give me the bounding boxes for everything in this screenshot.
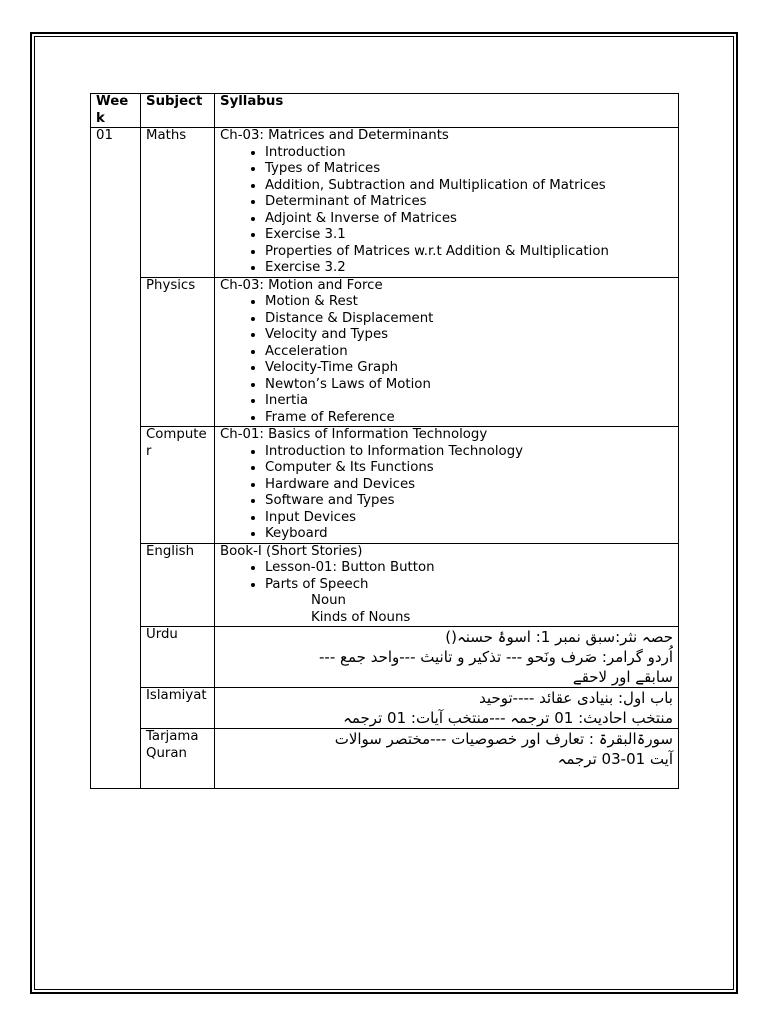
subject-islamiyat: Islamiyat [141, 688, 215, 729]
list-item: • Introduction to Information Technology [265, 444, 673, 461]
list-item: • Input Devices [265, 510, 673, 527]
list-item: • Keyboard [265, 526, 673, 543]
list-item: • Acceleration [265, 344, 673, 361]
header-subject: Subject [141, 94, 215, 128]
topic-list [220, 560, 673, 593]
subject-computer: Computer [141, 427, 215, 544]
list-item: • Types of Matrices [265, 161, 673, 178]
topic-list [220, 145, 673, 277]
list-item: • Distance & Displacement [265, 311, 673, 328]
book-title: Book-I (Short Stories) [220, 543, 363, 559]
subject-tarjama-quran: Tarjama Quran [141, 729, 215, 789]
list-item: • Adjoint & Inverse of Matrices [265, 211, 673, 228]
table-row-maths [91, 128, 679, 278]
list-item: • Motion & Rest [265, 294, 673, 311]
syllabus-english [215, 543, 679, 627]
sub-item: Noun [311, 593, 346, 608]
list-item: • Introduction [265, 145, 673, 162]
list-item: • Frame of Reference [265, 410, 673, 427]
syllabus-computer [215, 427, 679, 544]
week-number: 01 [91, 128, 141, 789]
list-item: • Parts of Speech [265, 577, 673, 594]
list-item: • Velocity-Time Graph [265, 360, 673, 377]
list-item: • Addition, Subtraction and Multiplication of Matrices [265, 178, 673, 195]
subject-urdu: Urdu [141, 627, 215, 688]
urdu-line: باب اول: بنیادی عقائد ----توحید [479, 689, 673, 707]
list-item: • Software and Types [265, 493, 673, 510]
list-item: • Exercise 3.2 [265, 260, 673, 277]
subject-physics: Physics [141, 277, 215, 427]
table-row-urdu [91, 627, 679, 688]
table-row-islamiyat [91, 688, 679, 729]
subject-english: English [141, 543, 215, 627]
table-header-row [91, 94, 679, 128]
syllabus-islamiyat [215, 688, 679, 729]
chapter-title: Ch-03: Motion and Force [220, 277, 383, 293]
urdu-line: حصہ نثر:سبق نمبر 1: اسوۂ حسنہ() [445, 628, 673, 646]
chapter-title: Ch-01: Basics of Information Technology [220, 427, 488, 442]
table-row-physics [91, 277, 679, 427]
table-row-tarjama [91, 729, 679, 789]
list-item: • Properties of Matrices w.r.t Addition & Multiplication [265, 244, 673, 261]
urdu-line: آیت 01-03 ترجمہ [557, 750, 673, 768]
syllabus-urdu [215, 627, 679, 688]
list-item: • Newton’s Laws of Motion [265, 377, 673, 394]
syllabus-maths [215, 128, 679, 278]
list-item: • Determinant of Matrices [265, 194, 673, 211]
chapter-title: Ch-03: Matrices and Determinants [220, 128, 449, 143]
list-item: • Exercise 3.1 [265, 227, 673, 244]
list-item: • Computer & Its Functions [265, 460, 673, 477]
subject-maths: Maths [141, 128, 215, 278]
header-week: Week [91, 94, 141, 128]
urdu-line: اُردو گرامر: صَرف ونَحو --- تذکیر و تانیث ---واحد جمع --- [319, 648, 673, 666]
table-row-computer [91, 427, 679, 544]
urdu-line: منتخب احادیث: 01 ترجمہ ---منتخب آیات: 01 ترجمہ [343, 709, 673, 727]
list-item: • Velocity and Types [265, 327, 673, 344]
list-item: • Lesson-01: Button Button [265, 560, 673, 577]
list-item: • Inertia [265, 393, 673, 410]
urdu-line: سورۃالبقرۃ : تعارف اور خصوصیات ---مختصر سوالات [334, 730, 673, 748]
topic-list [220, 294, 673, 426]
sub-item: Kinds of Nouns [311, 609, 411, 625]
header-syllabus: Syllabus [215, 94, 679, 128]
syllabus-tarjama-quran [215, 729, 679, 789]
list-item: • Hardware and Devices [265, 477, 673, 494]
syllabus-physics [215, 277, 679, 427]
urdu-line: سابقے اور لاحقے [572, 668, 673, 686]
table-row-english [91, 543, 679, 627]
syllabus-table [90, 93, 679, 789]
topic-list [220, 444, 673, 543]
